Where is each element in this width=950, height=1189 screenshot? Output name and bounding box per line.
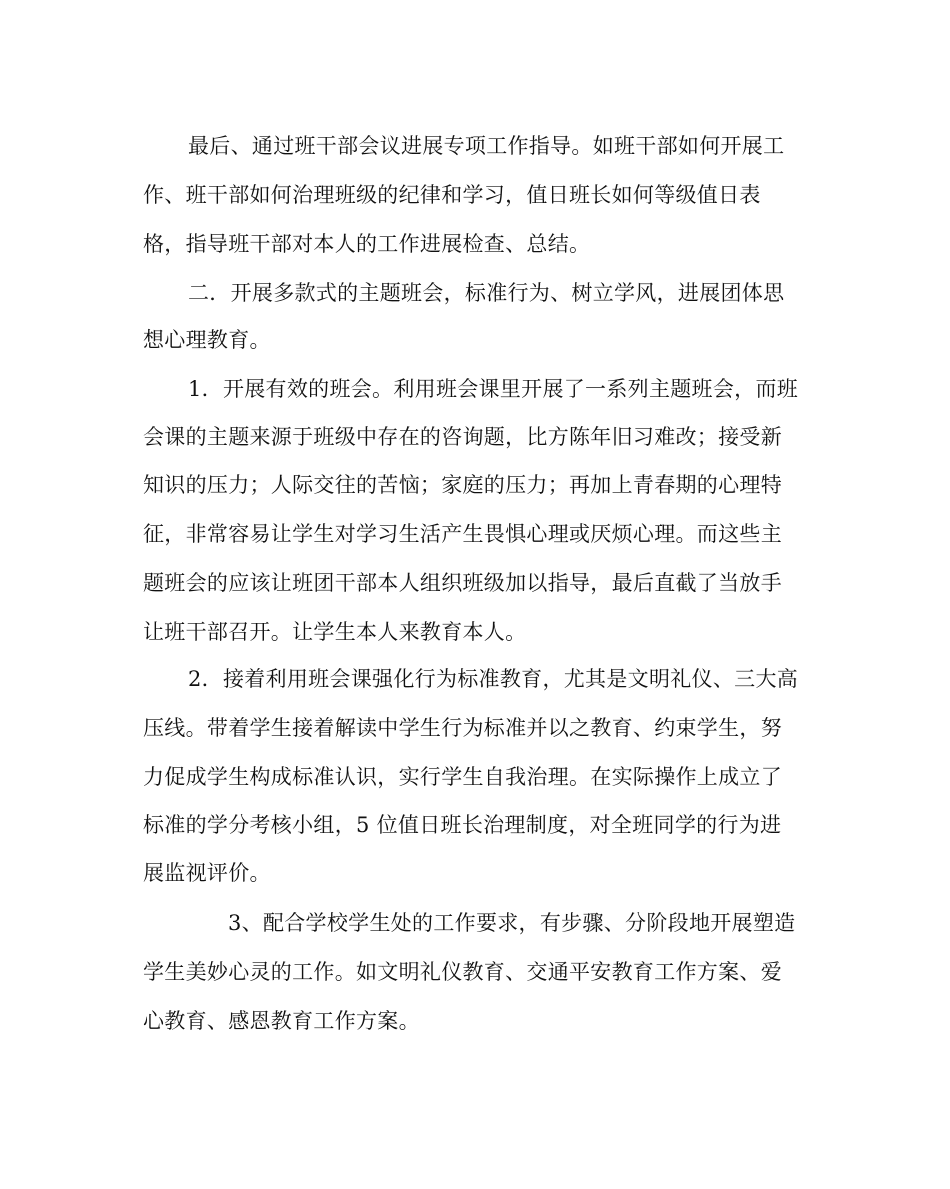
text-line: 标准的学分考核小组，5 位值日班长治理制度，对全班同学的行为进 [143, 813, 782, 837]
text-line: 1．开展有效的班会。利用班会课里开展了一系列主题班会，而班 [188, 377, 799, 401]
text-line: 让班干部召开。让学生本人来教育本人。 [143, 620, 527, 644]
text-line: 题班会的应该让班团干部本人组织班级加以指导，最后直截了当放手 [143, 571, 782, 595]
text-line: 学生美妙心灵的工作。如文明礼仪教育、交通平安教育工作方案、爱 [143, 960, 782, 984]
text-line: 会课的主题来源于班级中存在的咨询题，比方陈年旧习难改；接受新 [143, 425, 782, 449]
text-line: 力促成学生构成标准认识，实行学生自我治理。在实际操作上成立了 [143, 765, 782, 789]
text-line: 心教育、感恩教育工作方案。 [143, 1009, 420, 1033]
text-line: 最后、通过班干部会议进展专项工作指导。如班干部如何开展工 [188, 134, 785, 158]
text-line: 展监视评价。 [143, 861, 271, 885]
text-line: 知识的压力；人际交往的苦恼；家庭的压力；再加上青春期的心理特 [143, 473, 782, 497]
text-line: 压线。带着学生接着解读中学生行为标准并以之教育、约束学生，努 [143, 716, 782, 740]
text-line: 征，非常容易让学生对学习生活产生畏惧心理或厌烦心理。而这些主 [143, 522, 782, 546]
text-line: 3、配合学校学生处的工作要求，有步骤、分阶段地开展塑造 [228, 911, 796, 935]
text-line: 想心理教育。 [143, 328, 271, 352]
text-line: 格，指导班干部对本人的工作进展检查、总结。 [143, 232, 591, 256]
text-line: 2．接着利用班会课强化行为标准教育，尤其是文明礼仪、三大高 [188, 667, 799, 691]
text-line: 作、班干部如何治理班级的纪律和学习，值日班长如何等级值日表 [143, 183, 761, 207]
text-line: 二．开展多款式的主题班会，标准行为、树立学风，进展团体思 [188, 281, 785, 305]
